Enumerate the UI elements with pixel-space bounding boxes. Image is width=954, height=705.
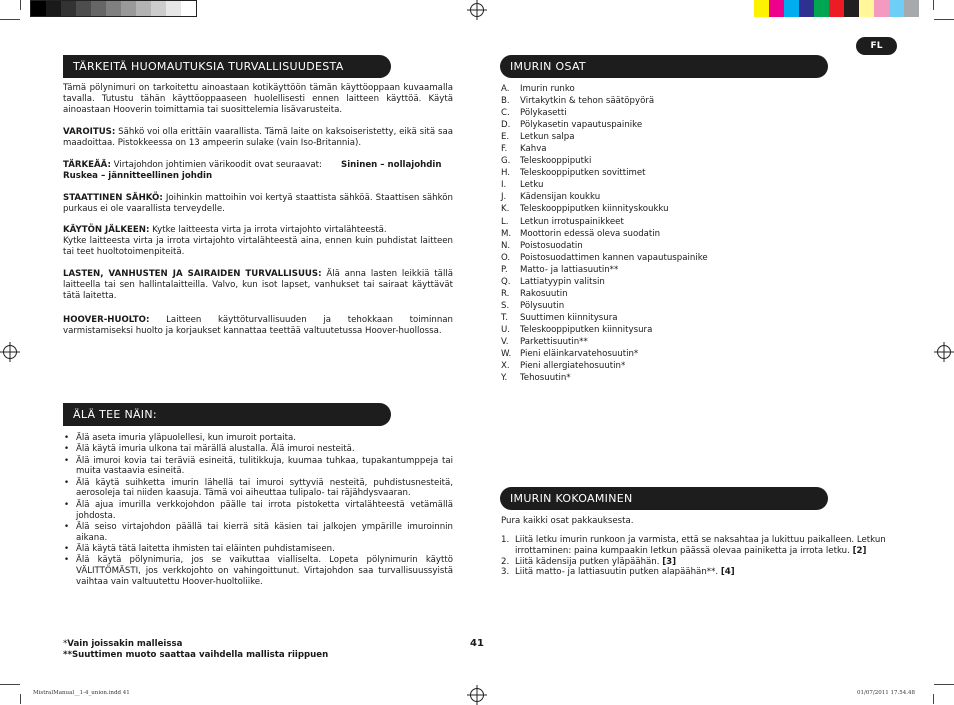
parts-item-label: Letku [520, 180, 544, 191]
registration-mark-icon [470, 3, 484, 17]
color-registration-strip [754, 0, 919, 17]
parts-list [501, 83, 881, 384]
assembly-step-text: Liitä letku imurin runkoon ja varmista, että se naksahtaa ja lukittuu paikalleen. Letkun irrottaminen: paina kumpaakin letkun päässä olevaa painiketta ja irrota letku. [515, 535, 886, 556]
wire-blue: Sininen – nollajohdin [341, 160, 442, 170]
footnote-1: Vain joissakin malleissa [67, 639, 183, 649]
language-badge: FL [856, 37, 897, 55]
parts-item-label: Suuttimen kiinnitysura [520, 312, 618, 323]
crop-mark [933, 0, 934, 10]
parts-item-label: Matto- ja lattiasuutin** [520, 264, 619, 275]
parts-item-label: Pieni eläinkarvatehosuutin* [520, 349, 639, 360]
after-use-paragraph [63, 225, 453, 257]
parts-item-label: Pölykasetti [520, 108, 567, 119]
gray-swatch [61, 1, 76, 16]
parts-item-label: Letkun salpa [520, 132, 575, 143]
parts-item-letter: L. [501, 216, 509, 227]
crop-mark [20, 0, 21, 10]
grayscale-registration-strip [30, 0, 197, 17]
parts-item [501, 155, 881, 167]
assembly-heading: IMURIN KOKOAMINEN [500, 487, 828, 510]
parts-item-label: Lattiatyypin valitsin [520, 276, 605, 287]
slug-date: 01/07/2011 17.54.48 [857, 690, 915, 696]
parts-item-letter: H. [501, 168, 511, 179]
safety-heading: TÄRKEITÄ HUOMAUTUKSIA TURVALLISUUDESTA [63, 55, 391, 78]
assembly-step-number: 1. [501, 535, 510, 545]
parts-item [501, 372, 881, 384]
gray-swatch [166, 1, 181, 16]
parts-item [501, 276, 881, 288]
parts-item [501, 240, 881, 252]
parts-item-letter: X. [501, 361, 510, 372]
assembly-step-figure-ref: [3] [662, 556, 677, 567]
parts-item-letter: D. [501, 120, 511, 131]
parts-item-label: Parkettisuutin** [520, 336, 588, 347]
parts-item [501, 216, 881, 228]
dont-item: • Älä käytä tätä laitetta ihmisten tai eläinten puhdistamiseen. [63, 544, 453, 555]
dont-heading: ÄLÄ TEE NÄIN: [63, 403, 391, 426]
children-label: LASTEN, VANHUSTEN JA SAIRAIDEN TURVALLISUUS: [63, 269, 322, 279]
parts-item-label: Imurin runko [520, 84, 575, 94]
slug-file: MistralManual__1-4_union.indd 41 [33, 690, 130, 696]
gray-swatch [181, 1, 196, 16]
parts-item-label: Virtakytkin & tehon säätöpyörä [520, 96, 655, 107]
dont-item: • Älä käytä pölynimuria, jos se vaikuttaa vialliselta. Lopeta pölynimurin käyttö VÄLITTÖMÄSTI, jos verkkojohto on vahingoittunut. Virtajohdon saa turvallisuussyistä vaihtaa vain valtuutettu Hoover-huoltoliike. [63, 555, 453, 587]
color-swatch [829, 0, 844, 17]
important-label: TÄRKEÄÄ: [63, 160, 111, 170]
crop-mark [934, 684, 954, 685]
parts-item [501, 252, 881, 264]
parts-item-label: Pölysuutin [520, 300, 565, 311]
gray-swatch [46, 1, 61, 16]
crop-mark [933, 694, 934, 704]
parts-item-letter: N. [501, 240, 511, 251]
dont-item: • Älä ajua imurilla verkkojohdon päälle tai irrota pistoketta virtalähteestä vetämällä johdosta. [63, 500, 453, 522]
parts-item [501, 336, 881, 348]
dont-item: • Älä imuroi kovia tai teräviä esineitä, tulitikkuja, kuumaa tuhkaa, tupakantumppeja tai muita vastaavia esineitä. [63, 456, 453, 478]
parts-item [501, 143, 881, 155]
parts-item [501, 348, 881, 360]
color-swatch [889, 0, 904, 17]
color-swatch [859, 0, 874, 17]
page-number: 41 [470, 638, 484, 649]
parts-item-letter: R. [501, 288, 510, 299]
registration-mark-icon [470, 688, 484, 702]
static-paragraph [63, 193, 453, 215]
parts-item-label: Kahva [520, 144, 547, 155]
parts-item [501, 179, 881, 191]
parts-heading: IMURIN OSAT [500, 55, 828, 78]
parts-item [501, 95, 881, 107]
parts-item-label: Letkun irrotuspainikkeet [520, 216, 624, 227]
parts-item [501, 300, 881, 312]
after-use-text-2: Kytke laitteesta virta ja irrota virtajohto virtalähteestä aina, ennen kuin puhdistat laitteen tai teet huoltotoimenpiteitä. [63, 235, 453, 257]
children-text: Älä anna lasten leikkiä tällä laitteella tai sen hallintalaitteilla. Valvo, kun isot lapset, vanhukset tai sairaat käyttävät tätä laitetta. [63, 269, 453, 301]
assembly-step [501, 535, 891, 557]
parts-item-letter: U. [501, 324, 511, 335]
important-text: Virtajohdon johtimien värikoodit ovat seuraavat: [110, 160, 322, 170]
after-use-text: Kytke laitteesta virta ja irrota virtajohto virtalähteestä. [149, 225, 387, 235]
warning-paragraph [63, 127, 453, 149]
after-use-label: KÄYTÖN JÄLKEEN: [63, 225, 150, 235]
parts-item-label: Poistosuodattimen kannen vapautuspainike [520, 252, 708, 263]
service-label: HOOVER-HUOLTO: [63, 315, 150, 325]
dont-item: • Älä seiso virtajohdon päällä tai kierrä sitä käsien tai jalkojen ympärille imuroinnin aikana. [63, 522, 453, 544]
dont-list [63, 433, 453, 588]
service-text: Laitteen käyttöturvallisuuden ja tehokkaan toiminnan varmistamiseksi huolto ja korjaukset kannattaa teettää valtuutetussa Hoover-huollossa. [63, 315, 453, 336]
assembly-steps [501, 535, 891, 578]
parts-item-letter: T. [501, 312, 508, 323]
parts-item [501, 119, 881, 131]
parts-item-letter: G. [501, 156, 511, 167]
static-label: STAATTINEN SÄHKÖ: [63, 193, 163, 203]
parts-item-label: Teleskooppiputken sovittimet [520, 168, 646, 179]
assembly-step-text: Liitä kädensija putken yläpäähän. [515, 556, 660, 567]
assembly-step-number: 3. [501, 567, 510, 578]
gray-swatch [151, 1, 166, 16]
gray-swatch [136, 1, 151, 16]
parts-item-letter: P. [501, 264, 508, 275]
parts-item-label: Tehosuutin* [520, 373, 571, 384]
parts-item [501, 264, 881, 276]
parts-item-label: Poistosuodatin [520, 240, 583, 251]
crop-mark [0, 684, 20, 685]
assembly-step-text-wrap [515, 567, 735, 578]
crop-mark [934, 19, 954, 20]
parts-item [501, 107, 881, 119]
warning-text: Sähkö voi olla erittäin vaarallista. Tämä laite on kaksoiseristetty, eikä sitä saa maadoittaa. Pistokkeessa on 13 ampeerin sulake (vain Iso-Britannia). [63, 127, 453, 148]
registration-mark-icon [937, 345, 951, 359]
assembly-step [501, 567, 891, 578]
parts-item-letter: I. [501, 180, 507, 191]
parts-item [501, 312, 881, 324]
dont-item: • Älä käytä imuria ulkona tai märällä alustalla. Älä imuroi nesteitä. [63, 444, 453, 455]
parts-item-label: Teleskooppiputken kiinnitysura [520, 324, 653, 335]
parts-item [501, 83, 881, 95]
color-swatch [874, 0, 889, 17]
parts-item-label: Pieni allergiatehosuutin* [520, 361, 626, 372]
wire-brown: Ruskea – jännitteellinen johdin [63, 170, 213, 181]
parts-item-letter: O. [501, 252, 511, 263]
gray-swatch [121, 1, 136, 16]
parts-item-label: Kädensijan koukku [520, 192, 601, 203]
parts-item [501, 203, 881, 215]
parts-item-letter: W. [501, 349, 512, 360]
color-swatch [814, 0, 829, 17]
footnotes [63, 639, 328, 661]
important-paragraph [63, 160, 453, 182]
static-text: Joihinkin mattoihin voi kertyä staattista sähköä. Staattisen sähkön purkaus ei ole vaarallista terveydelle. [63, 193, 453, 214]
color-swatch [904, 0, 919, 17]
registration-mark-icon [3, 345, 17, 359]
parts-item-letter: J. [501, 192, 507, 203]
gray-swatch [31, 1, 46, 16]
parts-item-label: Rakosuutin [520, 288, 568, 299]
service-paragraph [63, 315, 453, 337]
footnote-2: **Suuttimen muoto saattaa vaihdella mallista riippuen [63, 650, 329, 660]
parts-item [501, 131, 881, 143]
dont-item: • Älä aseta imuria yläpuolellesi, kun imuroit portaita. [63, 433, 453, 444]
parts-item-letter: F. [501, 144, 508, 155]
color-swatch [754, 0, 769, 17]
color-swatch [844, 0, 859, 17]
parts-item-letter: K. [501, 204, 510, 215]
parts-item-label: Moottorin edessä oleva suodatin [520, 228, 661, 239]
parts-item-letter: A. [501, 84, 510, 94]
parts-item [501, 360, 881, 372]
parts-item [501, 324, 881, 336]
assembly-step-number: 2. [501, 556, 510, 567]
parts-item-letter: E. [501, 132, 510, 143]
crop-mark [0, 19, 20, 20]
parts-item [501, 288, 881, 300]
parts-item-label: Teleskooppiputki [520, 156, 592, 167]
parts-item [501, 228, 881, 240]
parts-item-letter: Q. [501, 276, 511, 287]
parts-item-letter: V. [501, 336, 509, 347]
gray-swatch [91, 1, 106, 16]
assembly-step-figure-ref: [2] [852, 545, 867, 556]
color-swatch [769, 0, 784, 17]
crop-mark [20, 694, 21, 704]
assembly-step-text-wrap [515, 557, 676, 568]
assembly-step [501, 557, 891, 568]
color-swatch [784, 0, 799, 17]
parts-item-label: Pölykasetin vapautuspainike [520, 120, 643, 131]
assembly-step-figure-ref: [4] [720, 567, 735, 578]
assembly-intro: Pura kaikki osat pakkauksesta. [501, 516, 634, 526]
footnote-1-prefix: * [63, 639, 68, 649]
gray-swatch [106, 1, 121, 16]
parts-item-label: Teleskooppiputken kiinnityskoukku [520, 204, 669, 215]
assembly-step-text: Liitä matto- ja lattiasuutin putken alapäähän**. [515, 567, 719, 578]
parts-item-letter: C. [501, 108, 510, 119]
color-swatch [799, 0, 814, 17]
assembly-step-text-wrap [515, 535, 891, 557]
parts-item [501, 191, 881, 203]
parts-item-letter: B. [501, 96, 510, 107]
children-paragraph [63, 269, 453, 301]
parts-item-letter: Y. [501, 373, 508, 384]
parts-item-letter: S. [501, 300, 510, 311]
dont-item: • Älä käytä suihketta imurin lähellä tai imuroi syttyviä nesteitä, puhdistusnesteitä, aerosoleja tai niiden kaasuja. Tämä voi aiheuttaa tulipalo- tai räjähdysvaaran. [63, 478, 453, 500]
warning-label: VAROITUS: [63, 127, 116, 137]
parts-item [501, 167, 881, 179]
safety-intro: Tämä pölynimuri on tarkoitettu ainoastaan kotikäyttöön tämän käyttöoppaan kuvaamalla tavalla. Tutustu tähän käyttöoppaaseen huolellisesti ennen laitteen käyttöä. Käytä ainoastaan Hooverin toimittamia tai suosittelemia lisävarusteita. [63, 83, 453, 115]
gray-swatch [76, 1, 91, 16]
parts-item-letter: M. [501, 228, 512, 239]
